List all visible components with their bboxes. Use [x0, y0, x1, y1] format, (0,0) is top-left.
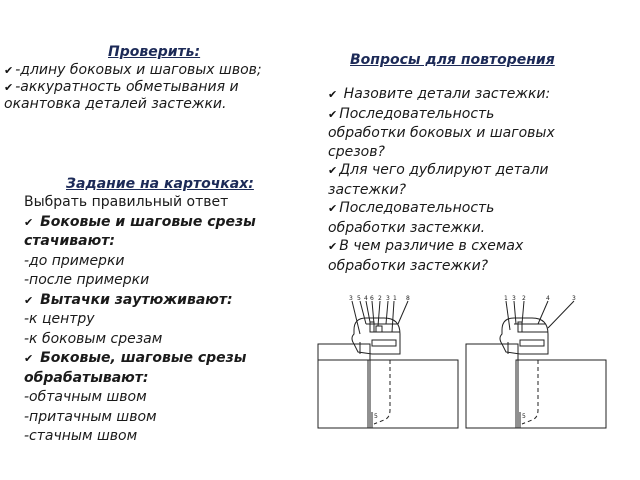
label-left-bottom: 5 [374, 413, 378, 420]
label-left-7: 1 [393, 295, 397, 302]
zipper-scheme-left [314, 294, 460, 434]
task-q3-opt-1: -обтачным швом [24, 389, 147, 405]
question-2-cont: обработки боковых и шаговых [328, 125, 555, 141]
task-q3-cont: обрабатывают: [24, 369, 149, 386]
task-q3-opt-3: -стачным швом [24, 428, 138, 444]
task-q1: ✔ Боковые и шаговые срезы [24, 213, 324, 233]
question-3: ✔ Для чего дублируют детали [328, 161, 628, 181]
questions-section [328, 52, 628, 279]
question-2: ✔ Последовательность [328, 105, 628, 125]
label-left-8: 8 [406, 295, 410, 302]
check-item-2: ✔ -аккуратность обметывания и [4, 79, 304, 96]
question-2-end: срезов? [328, 143, 385, 160]
label-left-4: 6 [370, 295, 374, 302]
question-3-cont: застежки? [328, 181, 407, 198]
task-subtitle: Выбрать правильный ответ [24, 194, 229, 210]
check-item-3: окантовка деталей застежки. [4, 96, 227, 112]
label-left-2: 5 [357, 295, 361, 302]
question-5-cont: обработки застежки? [328, 257, 489, 274]
task-section [24, 176, 324, 447]
check-title: Проверить: [108, 44, 201, 60]
label-left-3: 4 [364, 295, 368, 302]
questions-title: Вопросы для повторения [350, 52, 555, 68]
check-section [4, 44, 304, 113]
question-4: ✔ Последовательность [328, 199, 628, 219]
task-q3: ✔ Боковые, шаговые срезы [24, 349, 324, 369]
label-left-6: 3 [386, 295, 390, 302]
task-q1-cont: стачивают: [24, 233, 115, 249]
task-q2-opt-1: -к центру [24, 311, 95, 327]
label-left-1: 3 [349, 295, 353, 302]
label-right-5: 3 [572, 295, 576, 302]
question-5: ✔ В чем различие в схемах [328, 237, 628, 257]
label-right-3: 2 [522, 295, 526, 302]
label-right-4: 4 [546, 295, 550, 302]
task-title: Задание на карточках: [66, 176, 254, 192]
zipper-scheme-right [462, 294, 608, 434]
task-q2: ✔ Вытачки заутюживают: [24, 291, 324, 311]
question-1: ✔ Назовите детали застежки: [328, 85, 628, 105]
task-q1-opt-1: -до примерки [24, 252, 125, 269]
task-q3-opt-2: -притачным швом [24, 408, 157, 425]
task-q1-opt-2: -после примерки [24, 272, 150, 288]
task-q2-opt-2: -к боковым срезам [24, 330, 163, 347]
label-left-5: 2 [378, 295, 382, 302]
label-right-bottom: 5 [522, 413, 526, 420]
question-4-cont: обработки застежки. [328, 219, 486, 236]
label-right-2: 3 [512, 295, 516, 302]
label-right-1: 1 [504, 295, 508, 302]
check-item-1: ✔ -длину боковых и шаговых швов; [4, 62, 304, 79]
